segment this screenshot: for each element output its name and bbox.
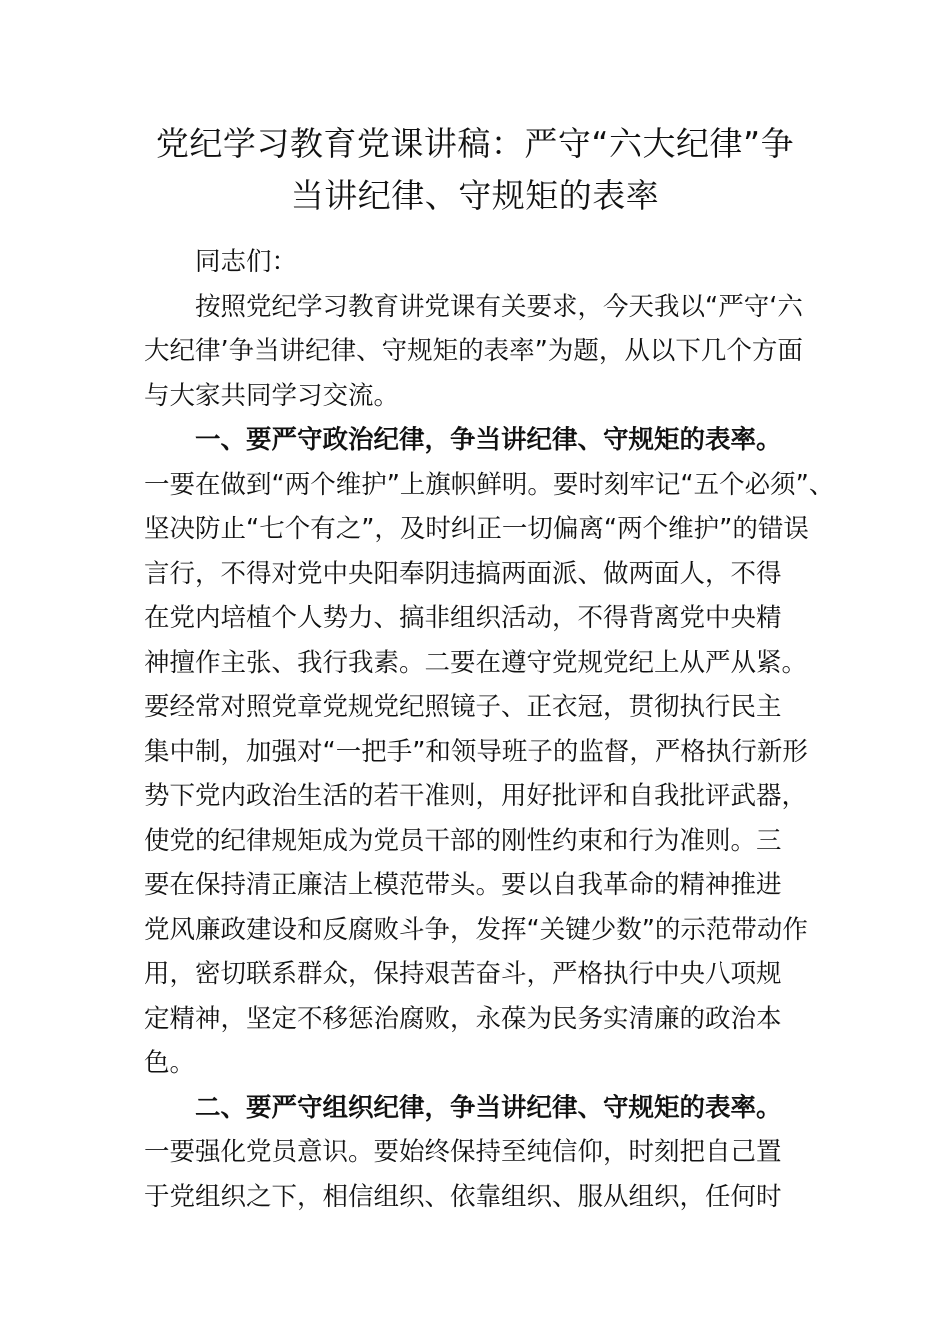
document-title [120,118,830,222]
paragraph-line: 势下党内政治生活的若干准则，用好批评和自我批评武器， [144,781,808,811]
paragraph-line: 集中制，加强对“一把手”和领导班子的监督，严格执行新形 [144,736,808,767]
paragraph-line: 神擅作主张、我行我素。二要在遵守党规党纪上从严从紧。 [144,647,808,678]
paragraph-line: 与大家共同学习交流。 [144,380,400,411]
salutation: 同志们： [195,247,298,277]
paragraph-line: 坚决防止“七个有之”，及时纠正一切偏离“两个维护”的错误 [144,514,809,544]
section-heading-1: 一、要严守政治纪律，争当讲纪律、守规矩的表率。 [195,425,782,455]
paragraph-line: 要经常对照党章党规党纪照镜子、正衣冠，贯彻执行民主 [144,692,782,722]
paragraph-line: 大纪律’争当讲纪律、守规矩的表率”为题，从以下几个方面 [144,336,803,366]
paragraph-line: 一要在做到“两个维护”上旗帜鲜明。要时刻牢记“五个必须”、 [144,469,835,500]
paragraph-line: 一要强化党员意识。要始终保持至纯信仰，时刻把自己置 [144,1137,782,1167]
paragraph-line: 在党内培植个人势力、搞非组织活动，不得背离党中央精 [144,603,782,633]
paragraph-line: 党风廉政建设和反腐败斗争，发挥“关键少数”的示范带动作 [144,914,808,945]
paragraph-line: 言行，不得对党中央阳奉阴违搞两面派、做两面人，不得 [144,558,782,589]
title-line-2: 当讲纪律、守规矩的表率 [290,176,660,215]
section-heading-2: 二、要严守组织纪律，争当讲纪律、守规矩的表率。 [195,1092,782,1123]
paragraph-line: 于党组织之下，相信组织、依靠组织、服从组织，任何时 [144,1181,782,1212]
paragraph-line: 要在保持清正廉洁上模范带头。要以自我革命的精神推进 [144,870,782,900]
paragraph-line: 定精神，坚定不移惩治腐败，永葆为民务实清廉的政治本 [144,1003,782,1034]
document-body [144,240,835,1219]
paragraph-line: 色。 [144,1048,196,1078]
paragraph-line: 按照党纪学习教育讲党课有关要求，今天我以“严守‘六 [195,291,803,322]
paragraph-line: 用，密切联系群众，保持艰苦奋斗，严格执行中央八项规 [144,959,782,989]
paragraph-line: 使党的纪律规矩成为党员干部的刚性约束和行为准则。三 [144,825,782,856]
title-line-1: 党纪学习教育党课讲稿：严守“六大纪律”争 [155,124,795,163]
